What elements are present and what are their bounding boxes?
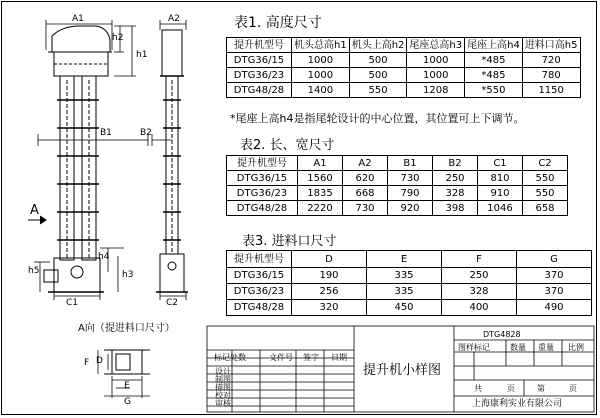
table-header-cell: D <box>292 251 367 268</box>
side-dims <box>152 20 186 300</box>
table-header-cell: A1 <box>298 156 343 171</box>
table-cell: 1560 <box>298 171 343 186</box>
title-block <box>207 326 594 412</box>
table-header-cell: 机头总高h1 <box>292 38 350 53</box>
table-cell: 550 <box>523 171 568 186</box>
table-cell: 320 <box>292 300 367 316</box>
table-cell: DTG48/28 <box>227 201 298 216</box>
table-row <box>227 83 581 98</box>
dim-b1-label: B1 <box>100 128 112 138</box>
table-header-cell: F <box>442 251 517 268</box>
table-cell: 550 <box>523 186 568 201</box>
table-cell: DTG36/23 <box>227 284 292 300</box>
table-cell: 1208 <box>407 83 465 98</box>
table-cell: 450 <box>367 300 442 316</box>
table-cell: 920 <box>388 201 433 216</box>
table-cell: 250 <box>442 268 517 284</box>
table-cell: 500 <box>349 68 407 83</box>
model-code: DTG4828 <box>483 330 521 339</box>
dim-h1-label: h1 <box>136 50 148 60</box>
table-cell: 550 <box>349 83 407 98</box>
view-a-title: A向（提进料口尺寸） <box>78 323 175 334</box>
table-cell: 1400 <box>292 83 350 98</box>
table-cell: DTG36/23 <box>227 186 298 201</box>
table-header-row <box>227 251 592 268</box>
table-header-cell: B1 <box>388 156 433 171</box>
dim-g-label: G <box>124 397 131 407</box>
table-cell: 2220 <box>298 201 343 216</box>
view-a-marker: A <box>30 203 39 218</box>
table-cell: 658 <box>523 201 568 216</box>
table-cell: 810 <box>478 171 523 186</box>
tb-col-header: 签字 <box>303 353 319 362</box>
table-cell: DTG36/15 <box>227 268 292 284</box>
table-cell: 910 <box>478 186 523 201</box>
side-view <box>156 30 188 292</box>
table-cell: 370 <box>517 268 592 284</box>
dim-h5-label: h5 <box>28 266 40 276</box>
table-cell: 500 <box>349 53 407 68</box>
dim-b2-label: B2 <box>140 128 152 138</box>
table-cell: *550 <box>465 83 523 98</box>
table-header-cell: 提升机型号 <box>227 156 298 171</box>
table-cell: 398 <box>433 201 478 216</box>
tb-right-header: 数量 <box>510 343 526 352</box>
tb-col-header: 标记处数 <box>214 353 246 362</box>
tb-right-header: 比例 <box>568 343 584 352</box>
dim-a1-label: A1 <box>72 14 84 24</box>
table-header-cell: 尾座总高h3 <box>407 38 465 53</box>
table-cell: 328 <box>433 186 478 201</box>
table-cell: 720 <box>522 53 580 68</box>
table-header-cell: 机头上高h2 <box>349 38 407 53</box>
table-cell: DTG36/15 <box>227 171 298 186</box>
dim-d-label: D <box>96 356 103 366</box>
table-length-width-dims <box>226 155 568 216</box>
table-row <box>227 300 592 316</box>
table-cell: 730 <box>388 171 433 186</box>
dim-e-label: E <box>124 381 130 391</box>
footnote: *尾座上高h4是指尾轮设计的中心位置，其位置可上下调节。 <box>230 112 525 125</box>
table-cell: 335 <box>367 268 442 284</box>
dim-c1-label: C1 <box>66 298 79 308</box>
table-cell: 1150 <box>522 83 580 98</box>
table-header-cell: B2 <box>433 156 478 171</box>
table-header-row <box>227 156 568 171</box>
table-header-row <box>227 38 581 53</box>
table-row <box>227 68 581 83</box>
table-header-cell: 提升机型号 <box>227 38 292 53</box>
dim-h3-label: h3 <box>122 270 134 280</box>
dim-c2-label: C2 <box>166 298 179 308</box>
table-cell: *485 <box>465 68 523 83</box>
table-inlet-dims <box>226 250 592 316</box>
table-row <box>227 268 592 284</box>
table-row <box>227 284 592 300</box>
table-cell: 1046 <box>478 201 523 216</box>
tb-role: 制图 <box>215 375 231 384</box>
table-height-dims <box>226 37 581 98</box>
table-cell: 250 <box>433 171 478 186</box>
table-cell: 668 <box>343 186 388 201</box>
dim-a2-label: A2 <box>168 14 180 24</box>
table-cell: 328 <box>442 284 517 300</box>
sheets-total-unit: 页 <box>507 384 515 393</box>
table-cell: 790 <box>388 186 433 201</box>
sheet-no-label: 第 <box>537 384 545 393</box>
table-cell: 620 <box>343 171 388 186</box>
table-cell: 256 <box>292 284 367 300</box>
table-cell: DTG48/28 <box>227 83 292 98</box>
tb-right-header: 重量 <box>538 343 554 352</box>
table-header-cell: 尾座上高h4 <box>465 38 523 53</box>
table-cell: DTG36/15 <box>227 53 292 68</box>
table-cell: 1000 <box>407 53 465 68</box>
table-cell: 1000 <box>292 53 350 68</box>
tb-role: 描图 <box>215 383 231 392</box>
dim-h4-label: h4 <box>98 252 110 262</box>
table-cell: 335 <box>367 284 442 300</box>
table-cell: DTG48/28 <box>227 300 292 316</box>
tb-col-header: 文件号 <box>269 353 293 362</box>
table2-title: 表2. 长、宽尺寸 <box>240 138 335 153</box>
table-header-cell: E <box>367 251 442 268</box>
dim-f-label: F <box>84 358 90 368</box>
table-header-cell: G <box>517 251 592 268</box>
table-cell: 1835 <box>298 186 343 201</box>
tb-right-header: 图样标记 <box>458 343 490 352</box>
table-cell: 490 <box>517 300 592 316</box>
tb-role: 校对 <box>215 391 231 400</box>
table-cell: 1000 <box>292 68 350 83</box>
table-header-cell: A2 <box>343 156 388 171</box>
table-cell: 370 <box>517 284 592 300</box>
table-cell: 1000 <box>407 68 465 83</box>
table-cell: 780 <box>522 68 580 83</box>
table-cell: 190 <box>292 268 367 284</box>
tb-role: 审核 <box>215 399 231 408</box>
drawing-title: 提升机小样图 <box>363 363 442 378</box>
table-header-cell: 提升机型号 <box>227 251 292 268</box>
table-row <box>227 186 568 201</box>
company-name: 上海康利实业有限公司 <box>472 399 563 409</box>
table-cell: 730 <box>343 201 388 216</box>
table-header-cell: C1 <box>478 156 523 171</box>
table-row <box>227 171 568 186</box>
table-row <box>227 53 581 68</box>
table-cell: 400 <box>442 300 517 316</box>
sheet-no-unit: 页 <box>569 384 577 393</box>
table1-title: 表1. 高度尺寸 <box>234 15 322 31</box>
table3-title: 表3. 进料口尺寸 <box>242 234 337 249</box>
table-row <box>227 201 568 216</box>
table-cell: *485 <box>465 53 523 68</box>
table-header-cell: C2 <box>523 156 568 171</box>
tb-col-header: 日期 <box>331 353 347 362</box>
dim-h2-label: h2 <box>112 33 124 43</box>
sheets-total-label: 共 <box>474 384 482 393</box>
table-cell: DTG36/23 <box>227 68 292 83</box>
table-header-cell: 进料口高h5 <box>522 38 580 53</box>
tb-role: 设计 <box>215 367 231 376</box>
